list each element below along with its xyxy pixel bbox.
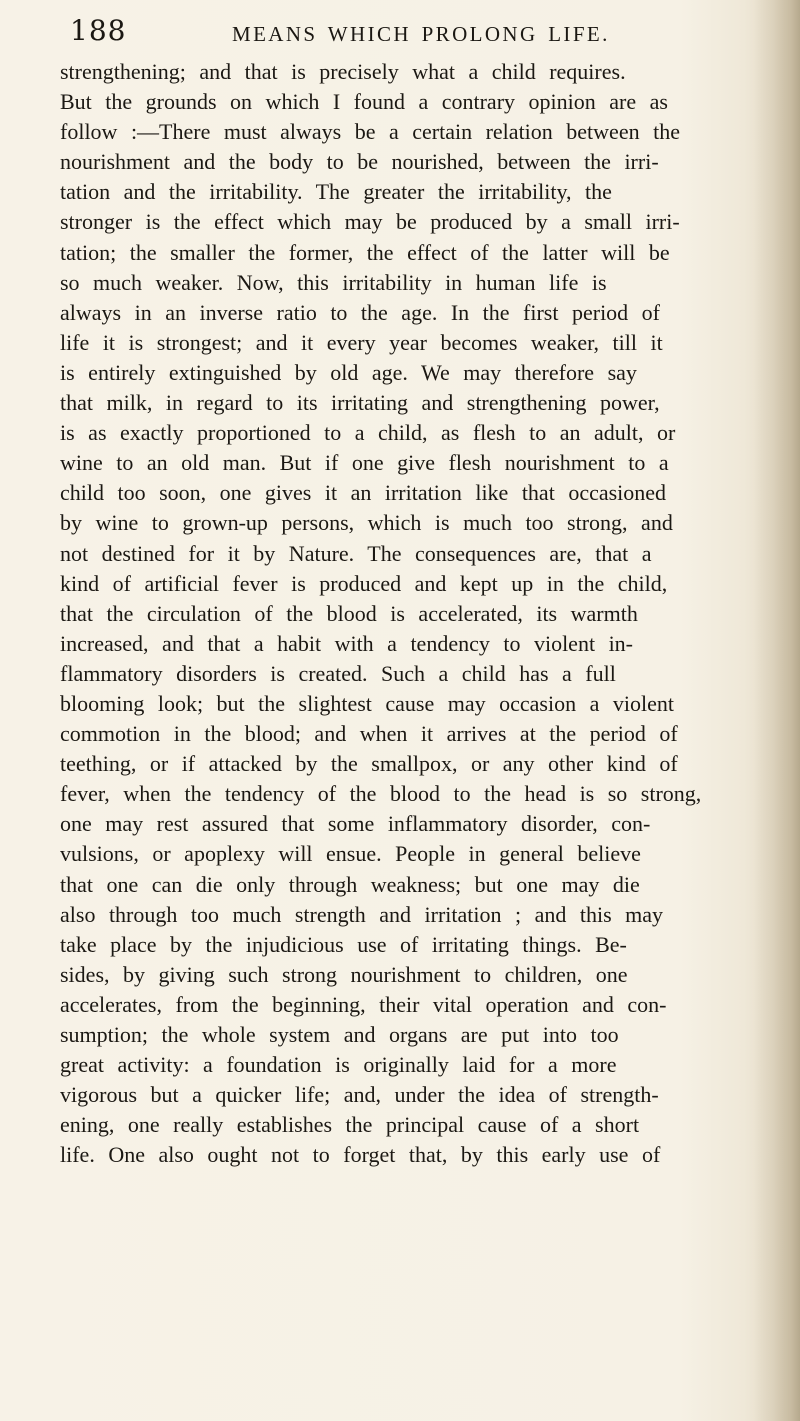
text-line: But the grounds on which I found a contrary opinion are as <box>60 89 668 115</box>
text-line: nourishment and the body to be nourished, between the irri- <box>60 149 659 175</box>
text-line: sumption; the whole system and organs are put into too <box>60 1022 619 1047</box>
text-line: increased, and that a habit with a tendency to violent in- <box>60 630 634 656</box>
text-line: commotion in the blood; and when it arrives at the period of <box>60 721 678 747</box>
page-number: 188 <box>70 14 127 47</box>
text-line: blooming look; but the slightest cause may occasion a violent <box>60 690 674 716</box>
text-line: flammatory disorders is created. Such a child has a full <box>60 660 616 686</box>
text-line: vigorous but a quicker life; and, under the idea of strength- <box>60 1082 659 1108</box>
text-line: that one can die only through weakness; but one may die <box>60 871 640 897</box>
running-head: MEANS WHICH PROLONG LIFE. <box>232 22 610 46</box>
page-header <box>70 14 750 54</box>
text-line: by wine to grown-up persons, which is much too strong, and <box>60 510 673 536</box>
text-line: ening, one really establishes the principal cause of a short <box>60 1112 640 1138</box>
text-line: teething, or if attacked by the smallpox, or any other kind of <box>60 751 678 777</box>
text-line: wine to an old man. But if one give flesh nourishment to a <box>60 450 669 476</box>
text-line: tation and the irritability. The greater the irritability, the <box>60 179 612 205</box>
text-line: one may rest assured that some inflammatory disorder, con- <box>60 811 651 837</box>
text-line: follow :—There must always be a certain relation between the <box>60 119 680 145</box>
text-line: fever, when the tendency of the blood to the head is so strong, <box>60 781 702 807</box>
body-text <box>60 57 800 1170</box>
text-line: tation; the smaller the former, the effect of the latter will be <box>60 239 670 265</box>
text-line: great activity: a foundation is originally laid for a more <box>60 1052 617 1078</box>
text-line: strengthening; and that is precisely what a child requires. <box>60 59 626 84</box>
text-line: accelerates, from the beginning, their vital operation and con- <box>60 991 667 1017</box>
text-line: vulsions, or apoplexy will ensue. People in general believe <box>60 841 641 867</box>
text-line: stronger is the effect which may be produced by a small irri- <box>60 209 680 235</box>
text-line: life it is strongest; and it every year becomes weaker, till it <box>60 329 663 355</box>
text-line: so much weaker. Now, this irritability in human life is <box>60 269 607 295</box>
text-line: always in an inverse ratio to the age. In the first period of <box>60 299 661 325</box>
text-line: that milk, in regard to its irritating and strengthening power, <box>60 390 660 416</box>
text-line: that the circulation of the blood is accelerated, its warmth <box>60 600 638 626</box>
text-line: kind of artificial fever is produced and kept up in the child, <box>60 570 668 596</box>
text-line: life. One also ought not to forget that, by this early use of <box>60 1142 661 1168</box>
text-line: not destined for it by Nature. The consequences are, that a <box>60 540 652 566</box>
text-line: also through too much strength and irritation ; and this may <box>60 901 664 927</box>
text-line: sides, by giving such strong nourishment to children, one <box>60 961 628 987</box>
text-line: take place by the injudicious use of irritating things. Be- <box>60 931 627 957</box>
text-line: is as exactly proportioned to a child, as flesh to an adult, or <box>60 420 676 446</box>
text-line: is entirely extinguished by old age. We may therefore say <box>60 359 637 385</box>
text-line: child too soon, one gives it an irritation like that occasioned <box>60 480 667 506</box>
